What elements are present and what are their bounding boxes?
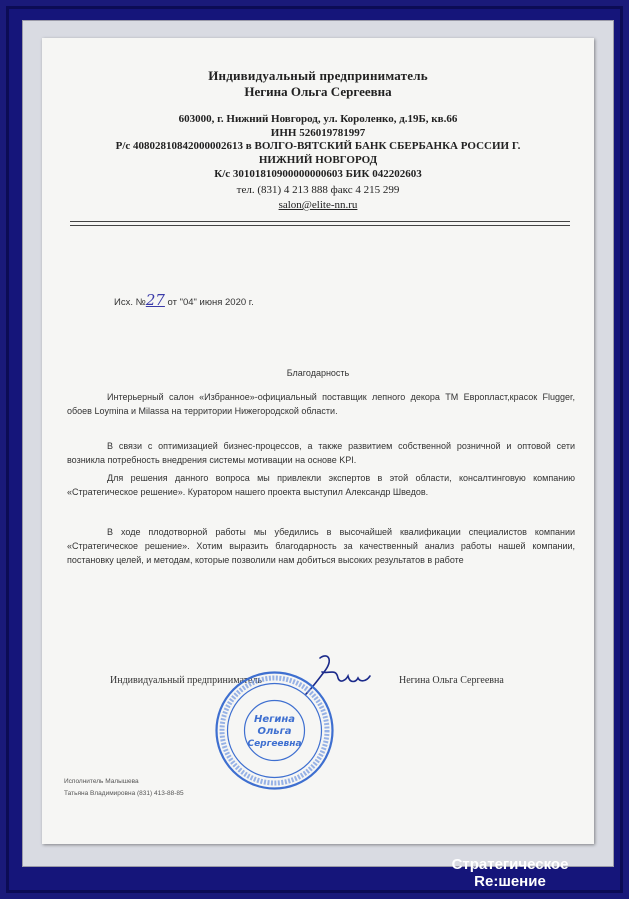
official-stamp [212,668,337,793]
outgoing-date: от "04" июня 2020 г. [164,297,254,308]
brand-line-2: Re:шение [474,873,546,890]
letter-title: Благодарность [286,368,350,378]
paragraph-2: В связи с оптимизацией бизнес-процессов, а также развитием собственной розничной и оптовой сети возникла потребность внедрения системы мотивации на основе KPI. [67,441,575,465]
outgoing-reference [114,291,254,309]
brand-line-1: Стратегическое [451,856,569,873]
stamp-text-3: Сергеевна [247,739,302,749]
stamp-text-2: Ольга [257,726,292,737]
brand-watermark [410,856,610,890]
signer-name: Негина Ольга Сергеевна [399,675,504,686]
executor-line-1: Исполнитель Малышева [64,778,139,785]
letterhead-account: Р/с 40802810842000002613 в ВОЛГО-ВЯТСКИЙ БАНК СБЕРБАНКА РОССИИ Г. [115,140,521,152]
letterhead-address: 603000, г. Нижний Новгород, ул. Короленко, д.19Б, кв.66 [178,113,458,125]
letterhead-name: Негина Ольга Сергеевна [244,84,392,99]
outgoing-prefix: Исх. № [114,297,146,308]
letterhead-inn: ИНН 526019781997 [270,127,366,139]
paragraph-4: В ходе плодотворной работы мы убедились в высочайшей квалификации специалистов компании «Стратегическое решение». Хотим выразить благодарность за качественный анализ работы нашей компании, постановку целей, и методам, которые позволили нам добиться высоких результатов в работе [67,527,575,565]
letter-document [42,38,594,844]
letterhead-city: НИЖНИЙ НОВГОРОД [258,154,378,166]
stamp-text-1: Негина [253,714,296,725]
header-divider-second [70,225,570,226]
signer-position: Индивидуальный предприниматель [110,675,262,686]
outgoing-number: 27 [145,291,165,309]
paragraph-1: Интерьерный салон «Избранное»-официальный поставщик лепного декора ТМ Европласт,красок Flugger, обоев Loymina и Milassa на территории Нижегородской области. [67,392,575,416]
letterhead-title: Индивидуальный предприниматель [208,68,428,83]
letterhead-email: salon@elite-nn.ru [278,199,358,211]
letterhead-corr-account: К/с 30101810900000000603 БИК 042202603 [214,168,422,180]
executor-line-2: Татьяна Владимировна (831) 413-88-85 [64,790,184,797]
header-divider [70,221,570,222]
letterhead-phone: тел. (831) 4 213 888 факс 4 215 299 [236,184,400,196]
paragraph-3: Для решения данного вопроса мы привлекли экспертов в этой области, консалтинговую компанию «Стратегическое решение». Куратором нашего проекта выступил Александр Шведов. [67,473,575,497]
